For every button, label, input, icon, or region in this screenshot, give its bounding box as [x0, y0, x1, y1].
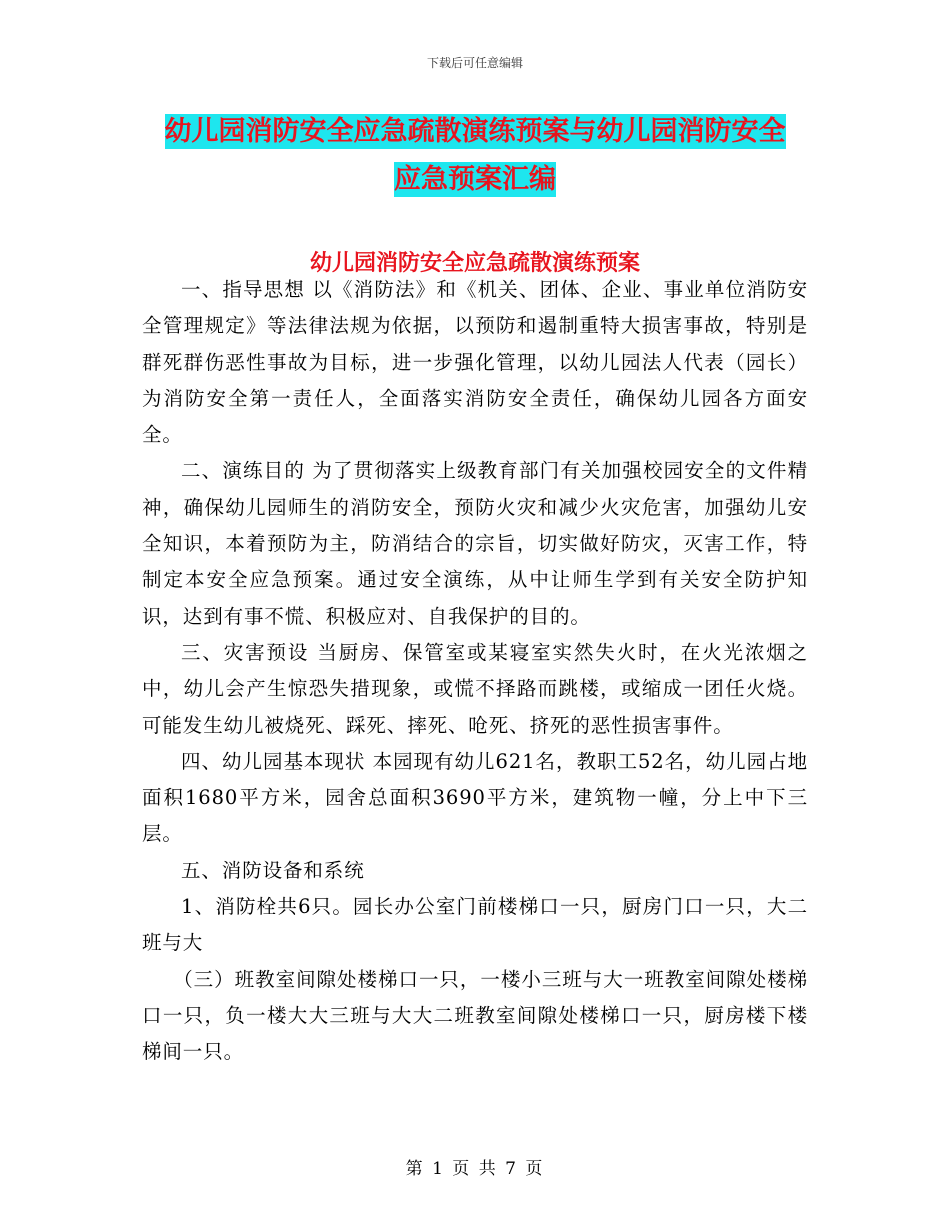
- paragraph-disaster-scenario: 三、灾害预设 当厨房、保管室或某寝室实然失火时，在火光浓烟之中，幼儿会产生惊恐失措现象，或慌不择路而跳楼，或缩成一团任火烧。可能发生幼儿被烧死、踩死、摔死、呛死、挤死的恶性损害事件。: [142, 640, 808, 737]
- section-title: 幼儿园消防安全应急疏散演练预案: [309, 250, 640, 276]
- paragraph-drill-purpose: 二、演练目的 为了贯彻落实上级教育部门有关加强校园安全的文件精神，确保幼儿园师生的消防安全，预防火灾和减少火灾危害，加强幼儿安全知识，本着预防为主，防消结合的宗旨，切实做好防灾，灭害工作，特制定本安全应急预案。通过安全演练，从中让师生学到有关安全防护知识，达到有事不慌、积极应对、自我保护的目的。: [142, 459, 808, 628]
- document-title-line-1: 幼儿园消防安全应急疏散演练预案与幼儿园消防安全: [164, 116, 786, 147]
- document-body: [142, 272, 808, 1071]
- document-title: [140, 108, 810, 204]
- paragraph-guiding-ideology: 一、指导思想 以《消防法》和《机关、团体、企业、事业单位消防安全管理规定》等法律法规为依据，以预防和遏制重特大损害事故，特别是群死群伤恶性事故为目标，进一步强化管理，以幼儿园法人代表（园长）为消防安全第一责任人，全面落实消防安全责任，确保幼儿园各方面安全。: [142, 278, 808, 447]
- paragraph-fire-equipment-heading: 五、消防设备和系统: [181, 858, 365, 882]
- document-title-line-2: 应急预案汇编: [394, 164, 556, 195]
- paragraph-hydrants-continued: （三）班教室间隙处楼梯口一只，一楼小三班与大一班教室间隙处楼梯口一只，负一楼大大三班与大大二班教室间隙处楼梯口一只，厨房楼下楼梯间一只。: [142, 967, 808, 1064]
- paragraph-hydrants: 1、消防栓共6只。园长办公室门前楼梯口一只，厨房门口一只，大二班与大: [142, 895, 808, 955]
- page-footer: 第 1 页 共 7 页: [405, 1159, 545, 1179]
- page-header-note: 下载后可任意编辑: [426, 56, 523, 70]
- paragraph-kindergarten-status: 四、幼儿园基本现状 本园现有幼儿621名，教职工52名，幼儿园占地面积1680平方米，园舍总面积3690平方米，建筑物一幢，分上中下三层。: [142, 749, 808, 846]
